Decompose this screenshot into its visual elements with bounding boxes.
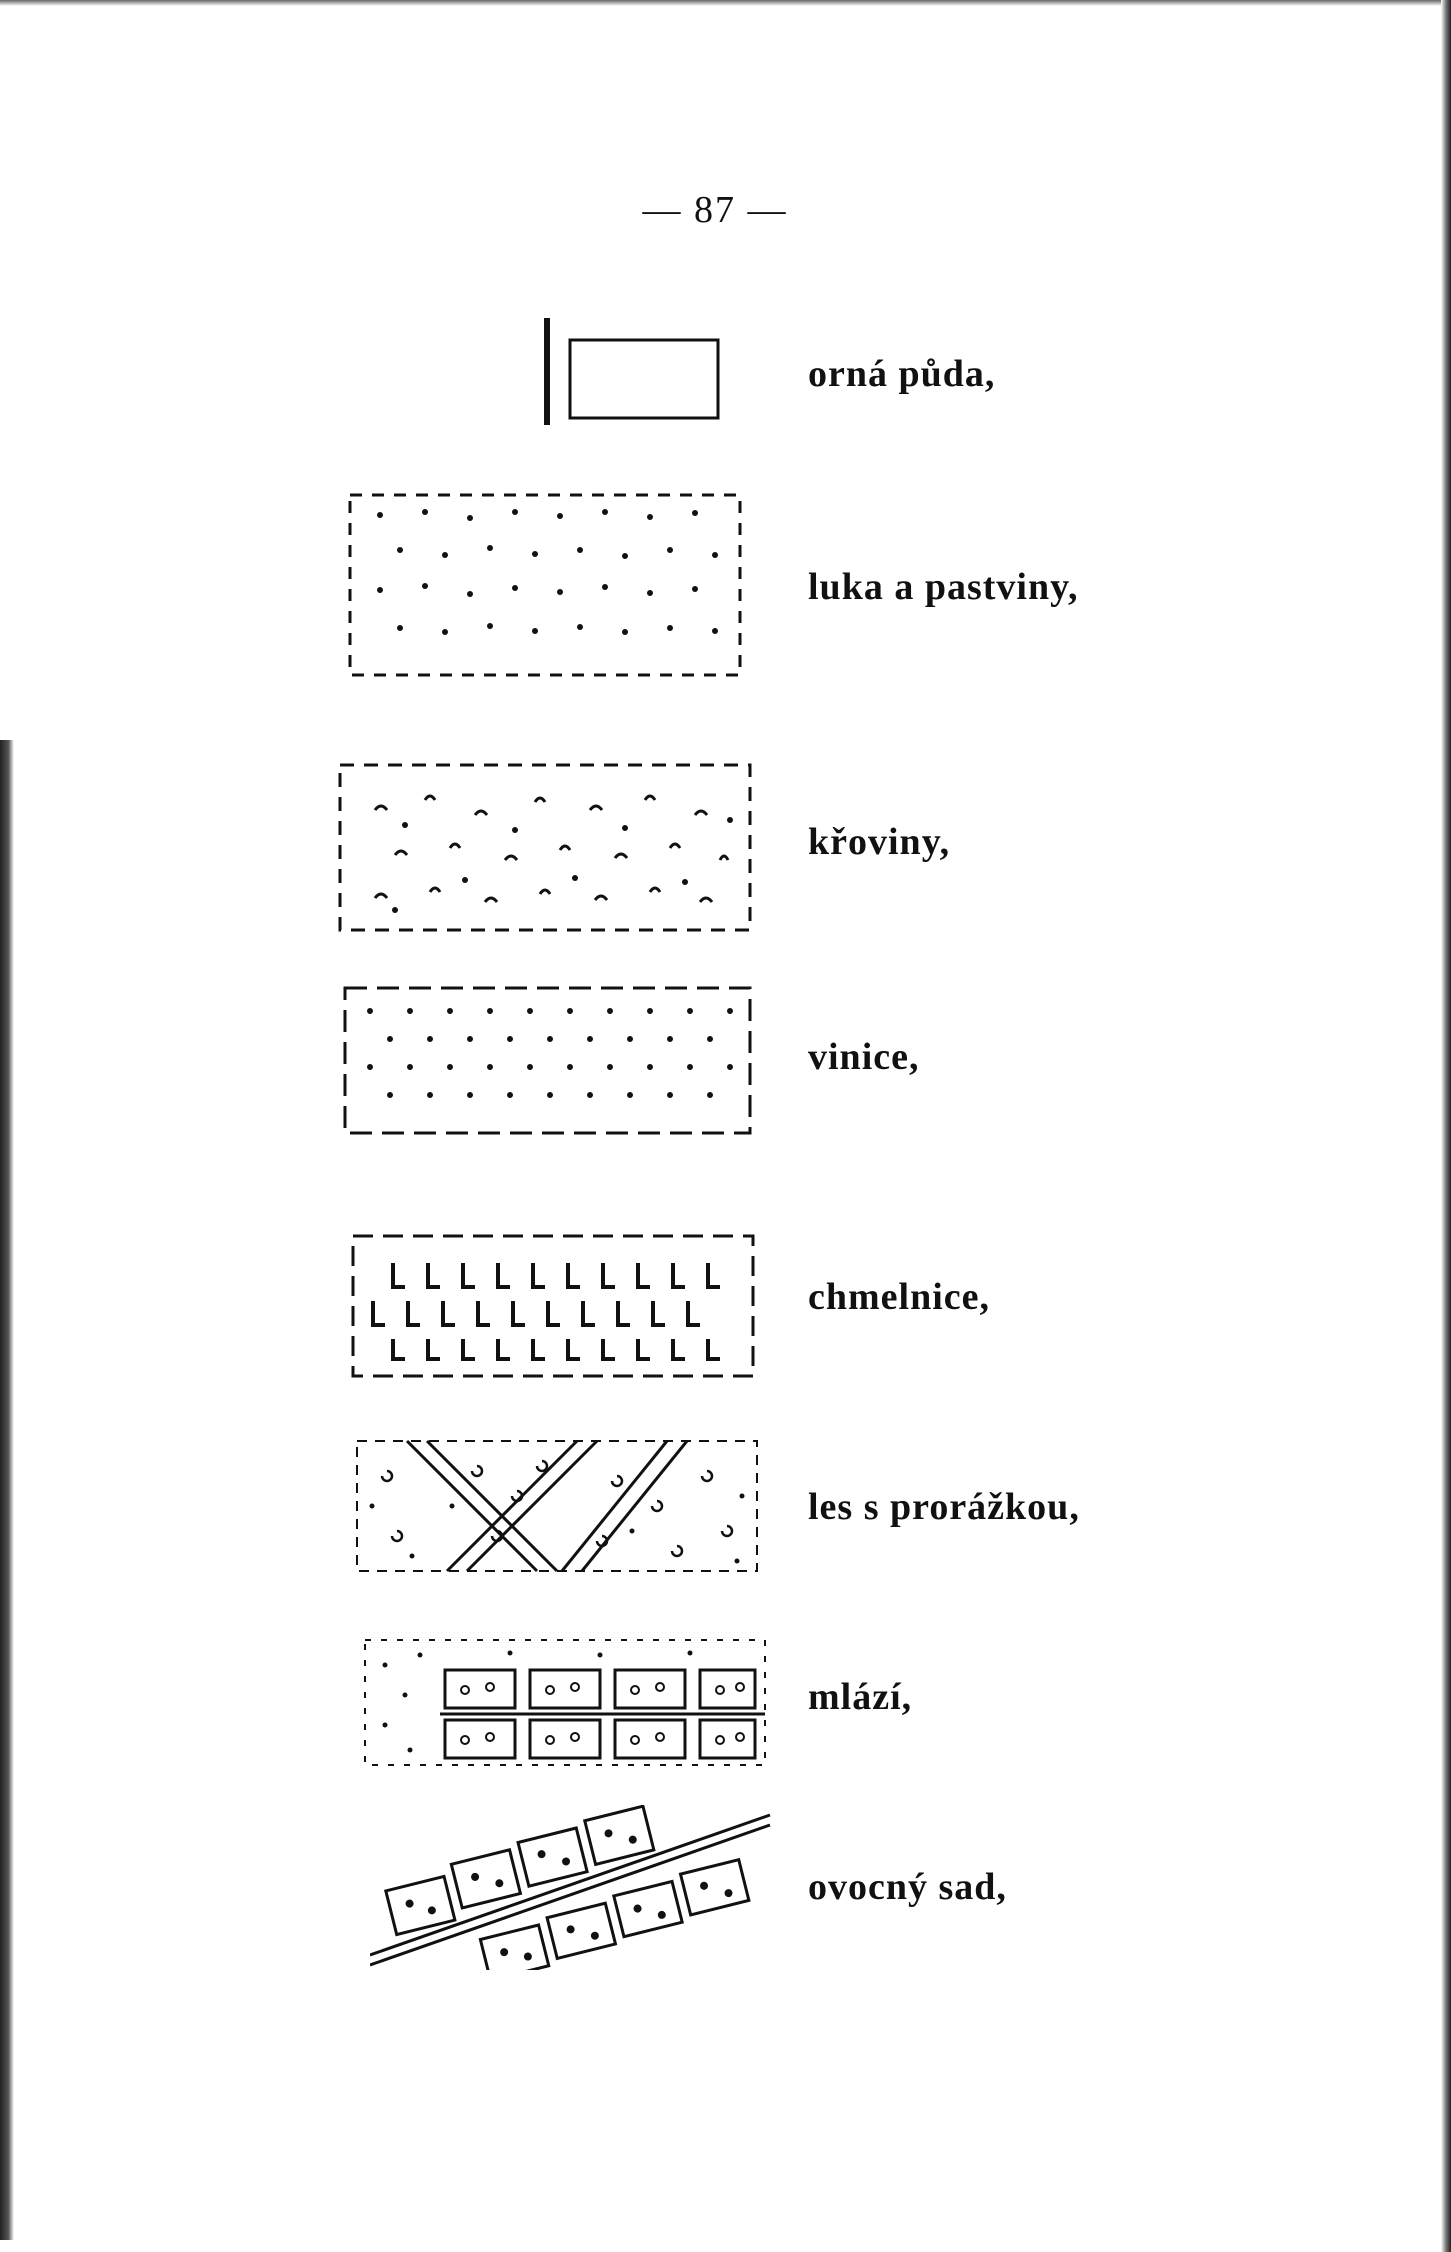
legend-row-hop-garden: [0, 1225, 1451, 1385]
legend-row-orchard: [0, 1800, 1451, 1970]
legend-label: mlází,: [808, 1676, 913, 1718]
hop-garden-symbol: [348, 1231, 758, 1381]
meadow-symbol: [345, 490, 745, 680]
young-forest-symbol: [360, 1635, 770, 1770]
arable-land-symbol: [535, 310, 730, 430]
legend-row-arable-land: [0, 300, 1451, 440]
legend-row-meadow: [0, 480, 1451, 680]
shrubs-symbol: [335, 760, 755, 940]
legend-row-young-forest: [0, 1630, 1451, 1770]
legend-row-forest-with-clearing: [0, 1430, 1451, 1580]
legend-label: chmelnice,: [808, 1276, 991, 1318]
legend-label: křoviny,: [808, 821, 951, 863]
legend-label: les s prorážkou,: [808, 1486, 1080, 1528]
legend-label: ovocný sad,: [808, 1866, 1007, 1908]
legend-label: luka a pastviny,: [808, 566, 1079, 608]
legend-row-vineyard: [0, 975, 1451, 1145]
orchard-symbol: [370, 1805, 780, 1970]
legend-row-shrubs: [0, 750, 1451, 940]
forest-with-clearing-symbol: [352, 1436, 762, 1576]
page-edge-top: [0, 0, 1451, 6]
legend-label: vinice,: [808, 1036, 920, 1078]
legend-label: orná půda,: [808, 353, 996, 395]
page-number: — 87 —: [642, 189, 788, 231]
vineyard-symbol: [340, 983, 755, 1138]
